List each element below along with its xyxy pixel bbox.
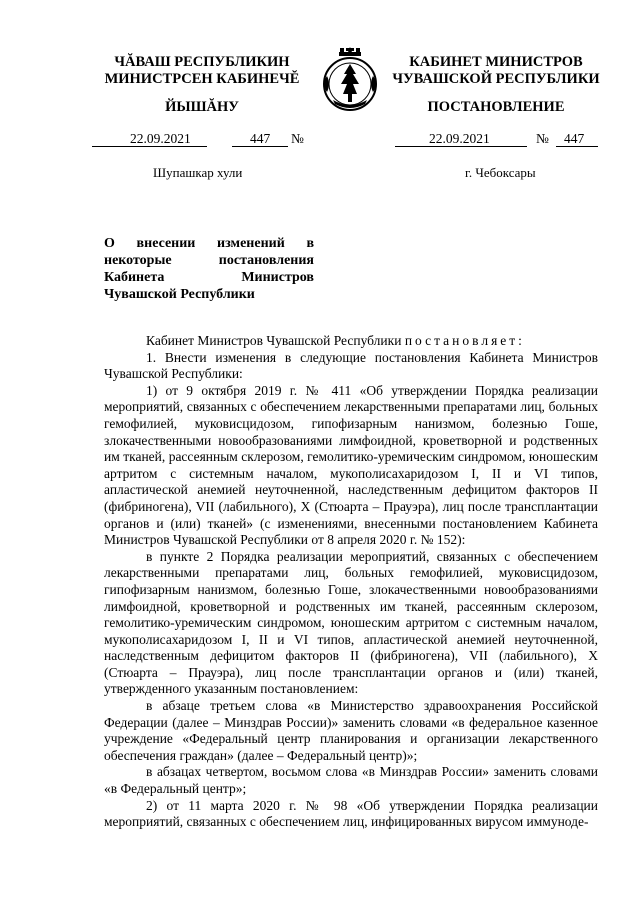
- doctype-russian: ПОСТАНОВЛЕНИЕ: [427, 99, 565, 115]
- coat-of-arms-icon: [313, 44, 387, 118]
- header-chuvash-line2: МИНИСТРСЕН КАБИНЕЧĔ: [104, 71, 300, 87]
- right-number-sign: №: [536, 131, 549, 146]
- paragraph: 2) от 11 марта 2020 г. № 98 «Об утверждении Порядка реализации мероприятий, связанных с обеспечением лиц, инфицированных вирусом иммуноде-: [104, 797, 598, 830]
- paragraph: в пункте 2 Порядка реализации мероприятий, связанных с обеспечением лекарственными препаратами лиц, больных гемофилией, муковисцидозом, гипофизарным нанизмом, болезнью Гоше, злокачественными новообразованиями лимфоидной, кроветворной и родственных им тканей, рассеянным склерозом, гемолитико-уремическим синдромом, юношеским артритом с системным началом, мукополисахаридозом I, II и VI типов, апластической анемией неуточненной, наследственным дефицитом факторов II (фибриногена), VII (лабильного), X (Стюарта – Прауэра), лиц после трансплантации органов и (или) тканей, утвержденного указанным постановлением:: [104, 548, 598, 697]
- city-chuvash: Шупашкар хули: [153, 165, 243, 180]
- document-body: [104, 333, 598, 831]
- right-number: 447: [564, 131, 585, 146]
- header-russian: [392, 54, 600, 88]
- left-number: 447: [250, 131, 271, 146]
- resolves-word: постановляет:: [404, 333, 525, 348]
- left-number-sign: №: [291, 131, 304, 146]
- header-russian-line2: ЧУВАШСКОЙ РЕСПУБЛИКИ: [392, 71, 600, 87]
- header-chuvash-line1: ЧĂВАШ РЕСПУБЛИКИН: [114, 54, 290, 70]
- paragraph: [104, 333, 598, 350]
- right-date-underline: [395, 146, 527, 147]
- left-number-underline: [232, 146, 288, 147]
- paragraph-lead: Кабинет Министров Чувашской Республики: [146, 333, 405, 348]
- city-russian: г. Чебоксары: [465, 165, 536, 180]
- header-chuvash: [92, 54, 312, 88]
- document-subject: О внесении изменений в некоторые постановления Кабинета Министров Чувашской Республики: [104, 236, 314, 302]
- right-date: 22.09.2021: [429, 131, 490, 146]
- left-date: 22.09.2021: [130, 131, 191, 146]
- paragraph: в абзацах четвертом, восьмом слова «в Минздрав России» заменить словами «в Федеральный центр»;: [104, 764, 598, 797]
- doctype-chuvash: ЙЫШĂНУ: [165, 99, 239, 115]
- paragraph: 1) от 9 октября 2019 г. № 411 «Об утверждении Порядка реализации мероприятий, связанных с обеспечением лекарственными препаратами лиц, больных гемофилией, муковисцидозом, гипофизарным нанизмом, болезнью Гоше, злокачественными новообразованиями лимфоидной, кроветворной и родственных им тканей, рассеянным склерозом, гемолитико-уремическим синдромом, юношеским артритом с системным началом, мукополисахаридозом I, II и VI типов, апластической анемией неуточненной, наследственным дефицитом факторов II (фибриногена), VII (лабильного), X (Стюарта – Прауэра), лиц после трансплантации органов и (или) тканей» (с изменениями, внесенными постановлением Кабинета Министров Чувашской Республики от 8 апреля 2020 г. № 152):: [104, 382, 598, 548]
- paragraph: 1. Внести изменения в следующие постановления Кабинета Министров Чувашской Республики:: [104, 349, 598, 382]
- header-russian-line1: КАБИНЕТ МИНИСТРОВ: [409, 54, 583, 70]
- paragraph: в абзаце третьем слова «в Министерство здравоохранения Российской Федерации (далее – Минздрав России)» заменить словами «в федеральное казенное учреждение «Федеральный центр планирования и организации лекарственного обеспечения граждан» (далее – Федеральный центр)»;: [104, 698, 598, 763]
- right-number-underline: [556, 146, 598, 147]
- left-date-underline: [92, 146, 207, 147]
